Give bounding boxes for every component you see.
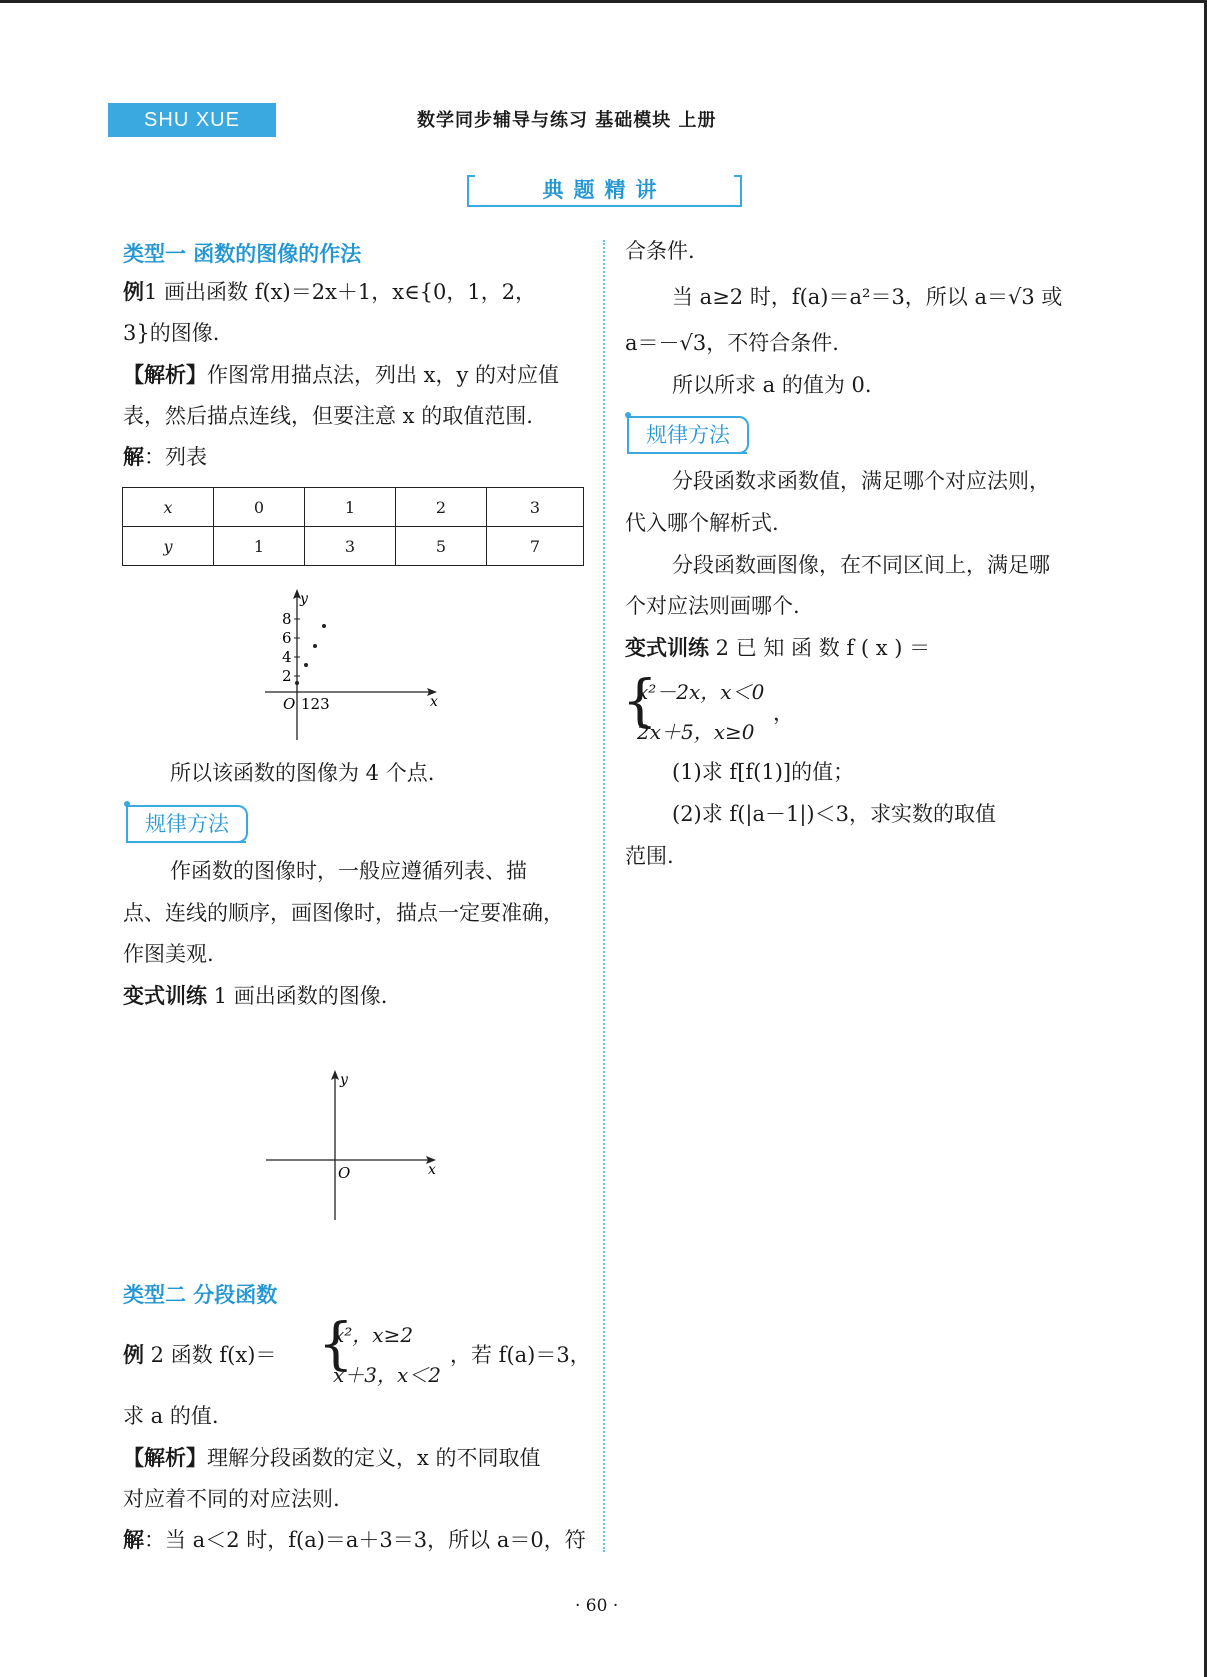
solution1-line [123, 437, 207, 477]
right-line2: 当 a≥2 时，f(a)＝a²＝3，所以 a＝√3 或 [672, 285, 1063, 309]
book-title: 数学同步辅导与练习 基础模块 上册 [417, 110, 717, 131]
value-table [122, 487, 584, 566]
analysis1-line1 [123, 355, 559, 395]
graph1-x-ticks: 123 [301, 695, 330, 713]
table-cell: 3 [487, 488, 584, 527]
table-cell: 1 [214, 527, 305, 566]
example2-line2: 求 a 的值. [123, 1404, 219, 1428]
page-frame-top [0, 0, 1207, 3]
method-left-line3: 作图美观. [123, 942, 214, 966]
practice2-line [625, 628, 930, 668]
solution1-label: 解 [123, 445, 144, 469]
analysis2-line2: 对应着不同的对应法则. [123, 1487, 340, 1511]
table-cell: 1 [305, 488, 396, 527]
solution2-label: 解 [123, 1528, 144, 1552]
graph1-origin: O [283, 695, 296, 713]
method-left-line2: 点、连线的顺序，画图像时，描点一定要准确， [123, 901, 564, 925]
type1-heading: 类型一 函数的图像的作法 [123, 242, 362, 266]
method-left-line1: 作函数的图像时，一般应遵循列表、描 [170, 859, 527, 883]
example1-line2: 3}的图像. [123, 321, 220, 345]
column-divider [603, 240, 605, 1552]
graph2-x-label: x [428, 1162, 436, 1178]
analysis1-text: 作图常用描点法，列出 x，y 的对应值 [207, 363, 560, 387]
example2-line1 [123, 1335, 276, 1375]
example2-brace: { [318, 1312, 354, 1377]
solution2-line [123, 1520, 586, 1560]
example1-line1 [123, 272, 536, 312]
right-line3: a＝－√3，不符合条件. [625, 331, 839, 355]
method-dot [124, 801, 130, 807]
example2-case1: x²，x≥2 [333, 1323, 414, 1347]
example2-pre: 2 函数 f(x)＝ [144, 1343, 277, 1367]
example2-case2: x＋3，x＜2 [333, 1363, 442, 1387]
right-line1: 合条件. [625, 239, 695, 263]
graph2-origin: O [338, 1164, 351, 1182]
method-dot [625, 412, 631, 418]
example2-label: 例 [123, 1343, 144, 1367]
graph2-y-label: y [340, 1072, 348, 1088]
method-right-line4: 个对应法则画哪个. [625, 594, 800, 618]
graph1-y-tick: 8 [282, 610, 292, 628]
question1: (1)求 f[f(1)]的值； [672, 760, 855, 784]
right-line4: 所以所求 a 的值为 0. [672, 373, 872, 397]
method-box-right [627, 416, 749, 454]
question2: (2)求 f(|a－1|)＜3，求实数的取值 [672, 802, 996, 826]
graph1-point [295, 681, 299, 685]
method-box-left [126, 805, 248, 843]
practice1-line [123, 976, 387, 1016]
practice2-case2: 2x＋5，x≥0 [637, 720, 755, 744]
table-row [123, 488, 584, 527]
graph1-y-tick: 6 [282, 629, 292, 647]
practice2-brace: { [622, 669, 658, 734]
analysis1-line2: 表，然后描点连线，但要注意 x 的取值范围. [123, 404, 533, 428]
table-cell: 7 [487, 527, 584, 566]
graph1-y-tick: 2 [282, 667, 292, 685]
analysis2-label: 【解析】 [123, 1446, 207, 1470]
graph1-point [322, 624, 326, 628]
practice2-text: 2 已 知 函 数 f ( x ) ＝ [709, 636, 931, 660]
method-label: 规律方法 [145, 812, 229, 836]
table-cell: 3 [305, 527, 396, 566]
analysis2-text: 理解分段函数的定义，x 的不同取值 [207, 1446, 541, 1470]
analysis2-line1 [123, 1438, 541, 1478]
solution2-text: ：当 a＜2 时，f(a)＝a＋3＝3，所以 a＝0，符 [144, 1528, 586, 1552]
analysis1-label: 【解析】 [123, 363, 207, 387]
type2-heading: 类型二 分段函数 [123, 1283, 278, 1307]
graph1-conclusion: 所以该函数的图像为 4 个点. [170, 761, 435, 785]
table-cell: 5 [396, 527, 487, 566]
graph2-blank-axes [260, 1068, 450, 1223]
example1-label: 例 [123, 280, 144, 304]
example2-post: ，若 f(a)＝3， [450, 1343, 591, 1367]
table-row [123, 527, 584, 566]
method-underline [126, 841, 246, 843]
method-right-line3: 分段函数画图像，在不同区间上，满足哪 [672, 553, 1050, 577]
graph1-scatter [255, 585, 455, 745]
method-underline [627, 452, 747, 454]
practice1-text: 1 画出函数的图像. [207, 984, 388, 1008]
solution1-text: ：列表 [144, 445, 207, 469]
table-cell: 0 [214, 488, 305, 527]
practice1-label: 变式训练 [123, 984, 207, 1008]
subject-tag: SHU XUE [108, 103, 276, 137]
method-right-line2: 代入哪个解析式. [625, 511, 779, 535]
practice2-label: 变式训练 [625, 636, 709, 660]
graph1-y-tick: 4 [282, 648, 292, 666]
section-title-box [467, 175, 742, 207]
section-title: 典题精讲 [542, 178, 667, 202]
example1-text: 1 画出函数 f(x)＝2x＋1，x∈{0，1，2， [144, 280, 537, 304]
method-right-line1: 分段函数求函数值，满足哪个对应法则， [672, 469, 1050, 493]
practice2-comma: ， [773, 701, 794, 725]
table-cell: x [123, 488, 214, 527]
page-number: · 60 · [575, 1596, 619, 1616]
table-cell: y [123, 527, 214, 566]
graph1-x-label: x [430, 694, 438, 710]
graph1-y-label: y [300, 591, 308, 607]
graph1-point [304, 663, 308, 667]
question2-continued: 范围. [625, 844, 674, 868]
table-cell: 2 [396, 488, 487, 527]
graph1-point [313, 644, 317, 648]
practice2-case1: x²－2x，x＜0 [637, 680, 765, 704]
method-label: 规律方法 [646, 423, 730, 447]
